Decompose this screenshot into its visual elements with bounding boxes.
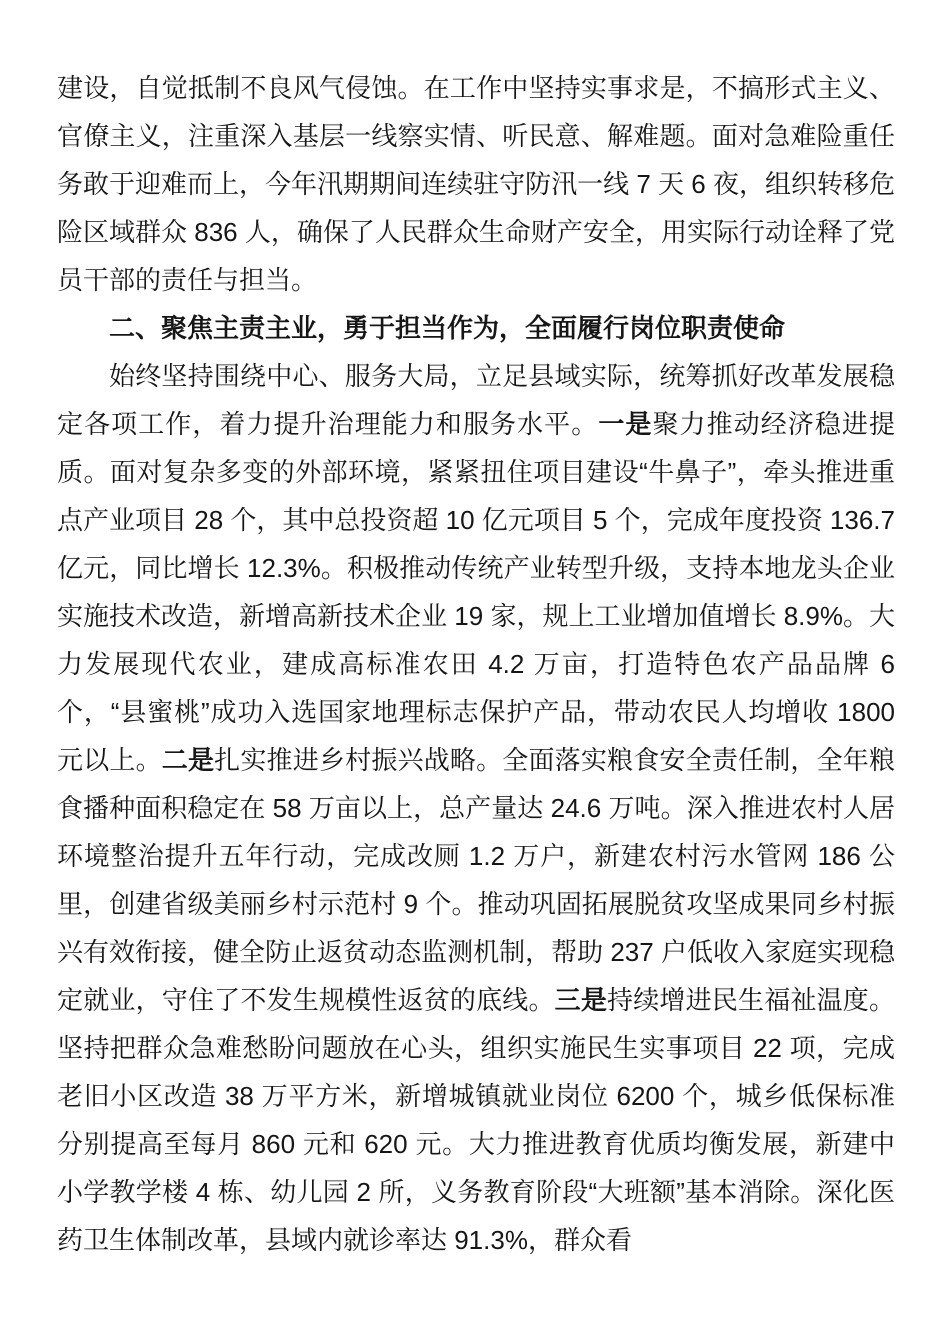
text-run: 始终坚持围绕中心、服务大局，立足县域实际，统筹抓好改革发展稳定各项工作，着力提升治理能力和服务水平。 (57, 361, 895, 439)
text-run: 聚力推动经济稳进提质。面对复杂多变的外部环境，紧紧扭住项目建设“牛鼻子”，牵头推进重点产业项目 28 个，其中总投资超 10 亿元项目 5 个，完成年度投资 136.7 亿元，同比增长 12.3%。积极推动传统产业转型升级，支持本地龙头企业实施技术改造，新增高新技术企业 19 家，规上工业增加值增长 8.9%。大力发展现代农业，建成高标准农田 4.2 万亩，打造特色农产品品牌 6 个，“县蜜桃”成功入选国家地理标志保护产品，带动农民人均增收 1800 元以上。 (57, 409, 895, 775)
text-run-bold: 二、聚焦主责主业，勇于担当作为，全面履行岗位职责使命 (109, 313, 786, 343)
text-run-bold: 一是 (598, 409, 653, 439)
text-run-bold: 三是 (554, 985, 608, 1015)
text-run: 建设，自觉抵制不良风气侵蚀。在工作中坚持实事求是，不搞形式主义、官僚主义，注重深入基层一线察实情、听民意、解难题。面对急难险重任务敢于迎难而上，今年汛期期间连续驻守防汛一线 7 天 6 夜，组织转移危险区域群众 836 人，确保了人民群众生命财产安全，用实际行动诠释了党员干部的责任与担当。 (57, 73, 895, 295)
paragraph-continued (57, 64, 895, 304)
section-heading (57, 304, 895, 352)
document-text (57, 64, 895, 1264)
paragraph-body (57, 352, 895, 1264)
text-run: 持续增进民生福祉温度。坚持把群众急难愁盼问题放在心头，组织实施民生实事项目 22 项，完成老旧小区改造 38 万平方米，新增城镇就业岗位 6200 个，城乡低保标准分别提高至每月 860 元和 620 元。大力推进教育优质均衡发展，新建中小学教学楼 4 栋、幼儿园 2 所，义务教育阶段“大班额”基本消除。深化医药卫生体制改革，县域内就诊率达 91.3%，群众看 (57, 985, 895, 1255)
text-run-bold: 二是 (161, 745, 215, 775)
text-run: 扎实推进乡村振兴战略。全面落实粮食安全责任制，全年粮食播种面积稳定在 58 万亩以上，总产量达 24.6 万吨。深入推进农村人居环境整治提升五年行动，完成改厕 1.2 万户，新建农村污水管网 186 公里，创建省级美丽乡村示范村 9 个。推动巩固拓展脱贫攻坚成果同乡村振兴有效衔接，健全防止返贫动态监测机制，帮助 237 户低收入家庭实现稳定就业，守住了不发生规模性返贫的底线。 (57, 745, 895, 1015)
